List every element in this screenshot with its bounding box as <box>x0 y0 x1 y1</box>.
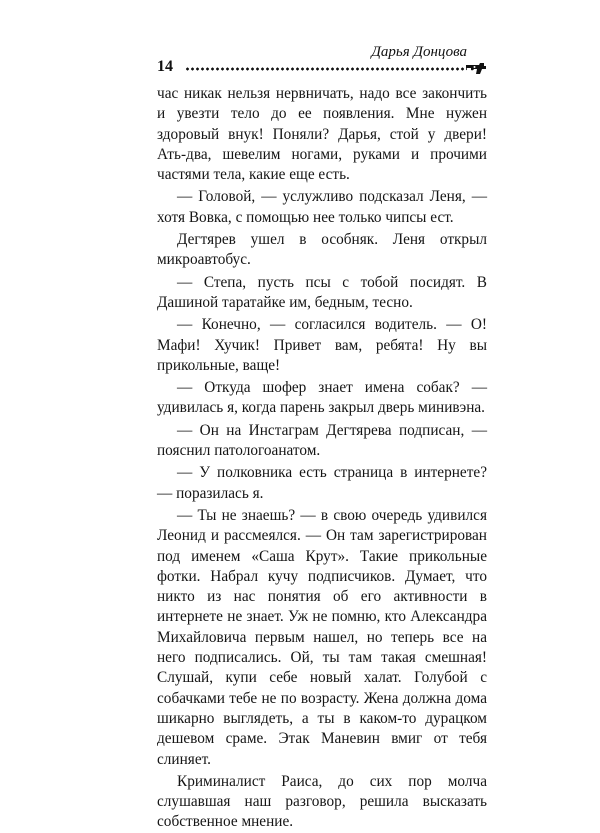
running-header <box>157 44 487 84</box>
revolver-icon <box>465 59 487 75</box>
dotted-leader <box>185 67 467 71</box>
page-number: 14 <box>157 58 173 75</box>
paragraph: — Головой, — услужливо подсказал Леня, — хотя Вовка, с помощью нее только чипсы ест. <box>157 188 487 226</box>
paragraph: Криминалист Раиса, до сих пор молча слушавшая наш разговор, решила высказать собственное мнение. <box>157 772 487 831</box>
author-name: Дарья Донцова <box>371 44 467 60</box>
page-body-text <box>157 84 487 833</box>
paragraph: — У полковника есть страница в интернете? — поразилась я. <box>157 464 487 502</box>
paragraph: — Конечно, — согласился водитель. — О! Мафи! Хучик! Привет вам, ребята! Ну вы прикольные, ваще! <box>157 316 487 374</box>
paragraph: Дегтярев ушел в особняк. Леня открыл микроавтобус. <box>157 231 487 269</box>
paragraph: час никак нельзя нервничать, надо все закончить и увезти тело до ее появления. Мне нужен здоровый внук! Поняли? Дарья, стой у двери! Ать-два, шевелим ногами, руками и прочими частями тела, какие еще есть. <box>157 85 487 184</box>
paragraph: — Он на Инстаграм Дегтярева подписан, — пояснил патологоанатом. <box>157 421 487 460</box>
paragraph: — Степа, пусть псы с тобой посидят. В Дашиной таратайке им, бедным, тесно. <box>157 273 487 311</box>
paragraph: — Ты не знаешь? — в свою очередь удивился Леонид и рассмеялся. — Он там зарегистрирован под именем «Саша Крут». Такие прикольные фотки. Набрал кучу подписчиков. Думает, что никто из нас понятия об его активности в интернете не знает. Уж не помню, кто Александра Михайловича первым нашел, но теперь все на него подписались. Ой, ты там такая смешная! Слушай, купи себе новый халат. Голубой с собачками тебе не по возрасту. Жена должна дома шикарно выглядеть, а ты в каком-то дурацком дешевом сраме. Этак Маневин вмиг от тебя слиняет. <box>157 506 487 768</box>
paragraph: — Откуда шофер знает имена собак? — удивилась я, когда парень закрыл дверь минивэна. <box>157 379 487 417</box>
